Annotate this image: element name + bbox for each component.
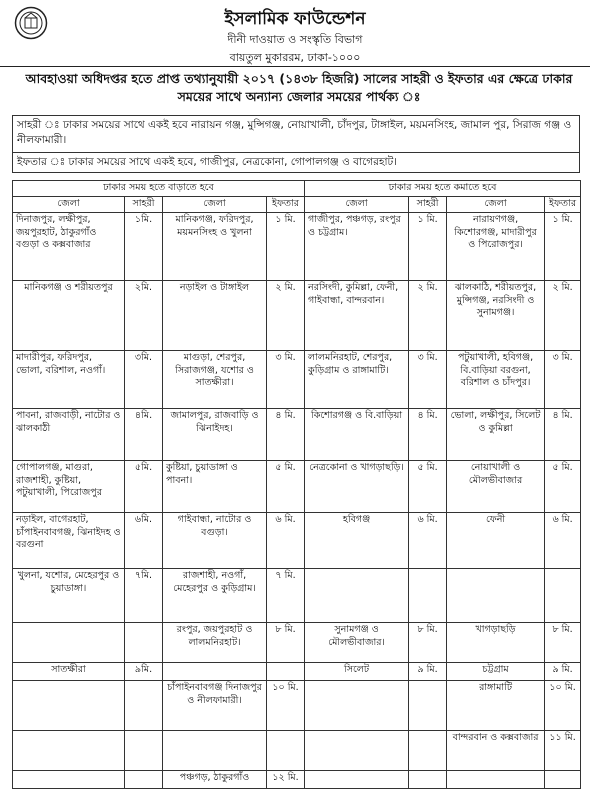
table-cell: গোপালগঞ্জ, মাগুরা, রাজশাহী, কুষ্টিয়া, পটুয়াখালী, পিরোজপুর: [13, 461, 125, 513]
table-cell: গাজীপুর, পঞ্চগড়, রংপুর ও চট্টগ্রাম।: [305, 213, 409, 281]
table-row: [13, 351, 581, 409]
table-cell: নড়াইল, বাগেরহাট, চাঁপাইনবাবগঞ্জ, ঝিনাইদহ ও বরগুনা: [13, 513, 125, 569]
table-cell: ৬ মি.: [545, 513, 581, 569]
table-cell: [13, 771, 125, 789]
table-cell: [267, 663, 305, 681]
table-cell: হবিগঞ্জ: [305, 513, 409, 569]
table-cell: ৫ মি.: [409, 461, 447, 513]
table-cell: ১মি.: [125, 213, 163, 281]
table-cell: ৩ মি.: [545, 351, 581, 409]
table-cell: কুষ্টিয়া, চুয়াডাঙ্গা ও পাবনা।: [163, 461, 267, 513]
table-cell: সাতক্ষীরা: [13, 663, 125, 681]
table-cell: ১ মি.: [267, 213, 305, 281]
table-cell: পাবনা, রাজবাড়ী, নাটোর ও ঝালকাঠী: [13, 409, 125, 461]
table-cell: মানিকগঞ্জ ও শরীয়তপুর: [13, 281, 125, 351]
table-cell: রাজশাহী, নওগাঁ, মেহেরপুর ও কুড়িগ্রাম।: [163, 569, 267, 623]
table-cell: ৩ মি.: [409, 351, 447, 409]
table-cell: খাগড়াছড়ি: [447, 623, 545, 663]
table-row: [13, 569, 581, 623]
table-cell: খুলনা, যশোর, মেহেরপুর ও চুয়াডাঙ্গা।: [13, 569, 125, 623]
table-cell: জামালপুর, রাজবাড়ি ও ঝিনাইদহ।: [163, 409, 267, 461]
table-cell: ৬ মি.: [267, 513, 305, 569]
table-row: [13, 213, 581, 281]
table-row: [13, 623, 581, 663]
organization-title: ইসলামিক ফাউন্ডেশন: [224, 9, 366, 29]
table-cell: ২ মি.: [409, 281, 447, 351]
table-cell: ৪ মি.: [545, 409, 581, 461]
table-cell: [305, 569, 409, 623]
table-cell: [125, 731, 163, 771]
col-header-sehri: সাহরী: [125, 197, 163, 213]
table-cell: ৯ মি.: [545, 663, 581, 681]
table-cell: নরসিংদী, কুমিল্লা, ফেনী, গাইবান্ধা, বান্দরবান।: [305, 281, 409, 351]
table-cell: [13, 681, 125, 731]
col-header-district: জেলা: [447, 197, 545, 213]
table-cell: কিশোরগঞ্জ ও বি.বাড়িয়া: [305, 409, 409, 461]
col-header-district: জেলা: [305, 197, 409, 213]
table-cell: [13, 623, 125, 663]
table-cell: [125, 771, 163, 789]
table-cell: সুনামগঞ্জ ও মৌলভীবাজার।: [305, 623, 409, 663]
table-cell: রংপুর, জয়পুরহাট ও লালমনিরহাট।: [163, 623, 267, 663]
col-header-district: জেলা: [163, 197, 267, 213]
table-cell: ঝালকাঠি, শরীয়তপুর, মুন্সিগঞ্জ, নরসিংদী ও সুনামগঞ্জ।: [447, 281, 545, 351]
table-cell: ৪ মি.: [409, 409, 447, 461]
table-cell: [163, 663, 267, 681]
table-cell: [447, 771, 545, 789]
table-row: [13, 461, 581, 513]
table-row: [13, 663, 581, 681]
table-cell: ২ মি.: [267, 281, 305, 351]
table-cell: [267, 731, 305, 771]
table-cell: ২মি.: [125, 281, 163, 351]
table-cell: [163, 731, 267, 771]
table-cell: মাগুড়া, শেরপুর, সিরাজগঞ্জ, যশোর ও সাতক্ষীরা।: [163, 351, 267, 409]
table-cell: [305, 771, 409, 789]
table-cell: ফেনী: [447, 513, 545, 569]
col-header-iftar: ইফতার: [267, 197, 305, 213]
table-cell: পঞ্চগড়, ঠাকুরগাঁও: [163, 771, 267, 789]
notice-heading: আবহাওয়া অধিদপ্তর হতে প্রাপ্ত তথ্যানুযায়ী ২০১৭ (১৪৩৮ হিজরি) সালের সাহরী ও ইফতার এর ক্ষেত্রে ঢাকার সময়ের সাথে অন্যান্য জেলার সময়ের পার্থক্য ঃ: [25, 71, 573, 104]
table-cell: ২ মি.: [545, 281, 581, 351]
group-header-subtract: ঢাকার সময় হতে কমাতে হবে: [305, 181, 581, 197]
table-cell: ১ মি.: [545, 213, 581, 281]
table-cell: নারায়ণগঞ্জ, কিশোরগঞ্জ, মাদারীপুর ও পিরোজপুর।: [447, 213, 545, 281]
table-cell: ১০ মি.: [267, 681, 305, 731]
table-cell: চট্টগ্রাম: [447, 663, 545, 681]
table-cell: পটুয়াখালী, হবিগঞ্জ, বি.বাড়িয়া বরগুনা, বরিশাল ও চাঁদপুর।: [447, 351, 545, 409]
table-cell: ১০ মি.: [545, 681, 581, 731]
organization-address: বায়তুল মুকাররম, ঢাকা-১০০০: [229, 51, 361, 64]
table-row: [13, 513, 581, 569]
table-cell: [305, 681, 409, 731]
table-cell: ১১ মি.: [545, 731, 581, 771]
header-divider: [0, 66, 590, 67]
table-cell: ৭মি.: [125, 569, 163, 623]
table-cell: [409, 771, 447, 789]
table-cell: ৫ মি.: [545, 461, 581, 513]
department-name: দীনী দাওয়াত ও সংস্কৃতি বিভাগ: [227, 33, 363, 46]
table-cell: লালমনিরহাট, শেরপুর, কুড়িগ্রাম ও রাঙ্গামাটি।: [305, 351, 409, 409]
sehri-note: সাহরী ঃ ঢাকার সময়ের সাথে একই হবে নারায়ন গঞ্জ, মুন্সিগঞ্জ, নোয়াখালী, চাঁদপুর, টাঙ্গাইল, ময়মনসিংহ, জামাল পুর, সিরাজ গঞ্জ ও নীলফামারী।: [12, 115, 580, 153]
table-cell: সিলেট: [305, 663, 409, 681]
table-cell: [545, 569, 581, 623]
table-cell: ৬ মি.: [409, 513, 447, 569]
table-cell: ৫মি.: [125, 461, 163, 513]
table-cell: [447, 569, 545, 623]
table-cell: [545, 771, 581, 789]
table-cell: ৮ মি.: [409, 623, 447, 663]
time-difference-table: [12, 180, 581, 789]
table-cell: [13, 731, 125, 771]
table-cell: চাঁপাইনবাবগঞ্জ দিনাজপুর ও নীলফামারী।: [163, 681, 267, 731]
table-cell: ৩মি.: [125, 351, 163, 409]
table-row: [13, 771, 581, 789]
table-cell: [409, 569, 447, 623]
table-cell: ৯ মি.: [409, 663, 447, 681]
table-cell: ৯মি.: [125, 663, 163, 681]
table-cell: গাইবান্ধা, নাটোর ও বগুড়া।: [163, 513, 267, 569]
table-cell: [409, 731, 447, 771]
table-cell: ৭ মি.: [267, 569, 305, 623]
col-header-sehri: সাহরী: [409, 197, 447, 213]
table-cell: দিনাজপুর, লক্ষীপুর, জয়পুরহাট, ঠাকুরগাঁও বগুড়া ও কক্সবাজার: [13, 213, 125, 281]
table-row: [13, 281, 581, 351]
table-cell: ৩ মি.: [267, 351, 305, 409]
table-cell: নেত্রকোনা ও খাগড়াছড়ি।: [305, 461, 409, 513]
table-cell: [305, 731, 409, 771]
table-cell: ৮ মি.: [267, 623, 305, 663]
table-cell: ১ মি.: [409, 213, 447, 281]
table-cell: নোয়াখালী ও মৌলভীবাজার: [447, 461, 545, 513]
table-cell: [125, 681, 163, 731]
table-cell: [125, 623, 163, 663]
group-header-add: ঢাকার সময় হতে বাড়াতে হবে: [13, 181, 305, 197]
table-cell: নড়াইল ও টাঙ্গাইল: [163, 281, 267, 351]
table-cell: ১২ মি.: [267, 771, 305, 789]
table-cell: বান্দরবান ও কক্সবাজার: [447, 731, 545, 771]
table-cell: ৫ মি.: [267, 461, 305, 513]
table-cell: মানিকগঞ্জ, ফরিদপুর, ময়মনসিংহ ও খুলনা: [163, 213, 267, 281]
table-cell: ৪ মি.: [267, 409, 305, 461]
table-row: [13, 731, 581, 771]
table-cell: ৮ মি.: [545, 623, 581, 663]
col-header-district: জেলা: [13, 197, 125, 213]
table-cell: [409, 681, 447, 731]
table-cell: ভোলা, লক্ষীপুর, সিলেট ও কুমিল্লা: [447, 409, 545, 461]
table-cell: ৪মি.: [125, 409, 163, 461]
col-header-iftar: ইফতার: [545, 197, 581, 213]
table-cell: ৬মি.: [125, 513, 163, 569]
iftar-note: ইফতার ঃ ঢাকার সময়ের সাথে একই হবে, গাজীপুর, নেত্রকোনা, গোপালগঞ্জ ও বাগেরহাট।: [12, 153, 580, 173]
table-row: [13, 681, 581, 731]
table-cell: মাদারীপুর, ফরিদপুর, ভোলা, বরিশাল, নওগাঁ।: [13, 351, 125, 409]
table-row: [13, 409, 581, 461]
table-cell: রাঙ্গামাটি: [447, 681, 545, 731]
